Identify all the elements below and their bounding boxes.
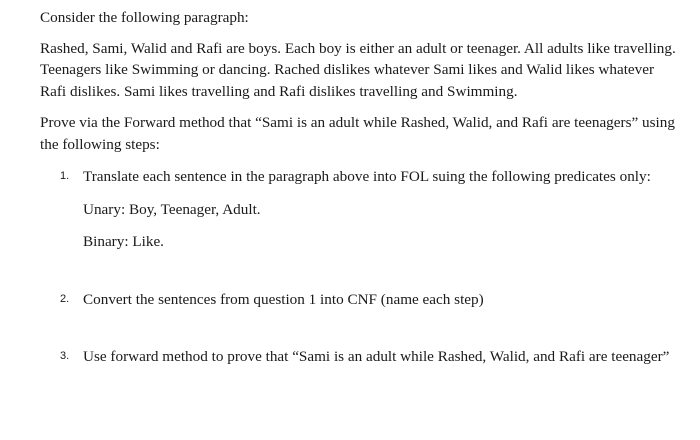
step-body	[83, 346, 680, 368]
step-item-3	[60, 346, 680, 368]
step-body	[83, 289, 680, 311]
step-number: 2.	[60, 292, 70, 305]
document-body	[40, 7, 680, 368]
step-text: Convert the sentences from question 1 into CNF (name each step)	[83, 290, 484, 308]
step-item-1	[60, 166, 680, 253]
step-body	[83, 166, 680, 253]
instruction-text: Prove via the Forward method that “Sami is an adult while Rashed, Walid, and Rafi are teenagers” using the following steps:	[40, 114, 675, 153]
step-number: 1.	[60, 170, 70, 182]
step-text: Use forward method to prove that “Sami is an adult while Rashed, Walid, and Rafi are teenager”	[83, 348, 670, 365]
unary-predicates: Unary: Boy, Teenager, Adult.	[83, 200, 261, 218]
step-number: 3.	[60, 350, 70, 362]
intro-text: Consider the following paragraph:	[40, 9, 249, 26]
step-item-2	[60, 289, 680, 311]
problem-paragraph: Rashed, Sami, Walid and Rafi are boys. Each boy is either an adult or teenager. All adults like travelling. Teenagers like Swimming or dancing. Rached dislikes whatever Sami likes and Walid likes whatever Rafi dislikes. Sami likes travelling and Rafi dislikes travelling and Swimming.	[40, 39, 676, 100]
step-text: Translate each sentence in the paragraph above into FOL suing the following predicates only:	[83, 168, 651, 185]
binary-predicates: Binary: Like.	[83, 233, 164, 250]
